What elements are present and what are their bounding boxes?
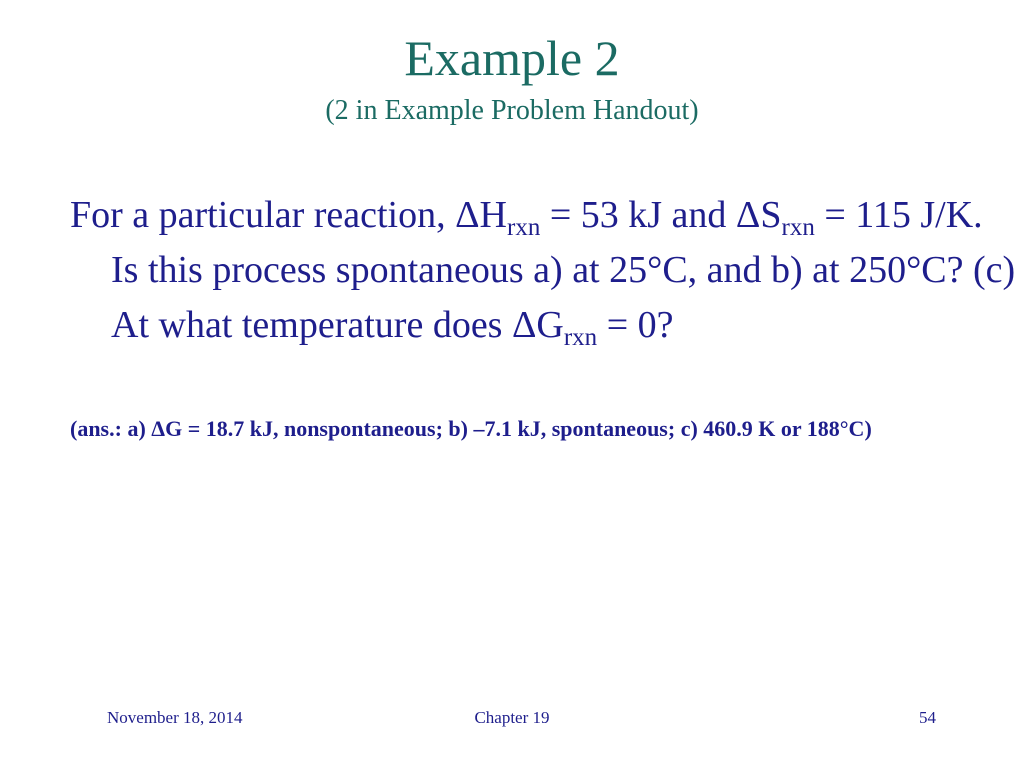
rxn-subscript: rxn [563, 324, 598, 351]
slide-title: Example 2 [404, 30, 620, 86]
question-segment-1: For a particular reaction, [70, 194, 456, 236]
slide-subtitle: (2 in Example Problem Handout) [325, 95, 699, 126]
question-text [70, 188, 1016, 353]
delta-symbol: Δ [455, 194, 480, 236]
rxn-subscript: rxn [781, 214, 815, 241]
entropy-symbol: S [760, 194, 782, 236]
gibbs-symbol: G [536, 304, 564, 346]
footer-chapter: Chapter 19 [474, 708, 550, 727]
answer-segment-1: (ans.: a) [70, 416, 152, 441]
answer-segment-2: G = 18.7 kJ, nonspontaneous; b) –7.1 kJ, spontaneous; c) 460.9 K or 188°C) [165, 416, 872, 441]
question-segment-3: = 115 J/K. Is this process spontaneous a) at 25°C, and b) at 250°C? (c) At what temperature does [111, 194, 1016, 346]
question-segment-2: = 53 kJ and [540, 194, 736, 236]
enthalpy-symbol: H [479, 194, 507, 236]
rxn-subscript: rxn [507, 214, 541, 241]
footer-date: November 18, 2014 [107, 708, 243, 727]
delta-symbol: Δ [511, 304, 537, 346]
delta-symbol: Δ [151, 416, 166, 441]
answer-text [70, 414, 1011, 444]
footer-page-number: 54 [919, 708, 936, 727]
question-segment-4: = 0? [597, 304, 674, 346]
delta-symbol: Δ [735, 194, 761, 236]
